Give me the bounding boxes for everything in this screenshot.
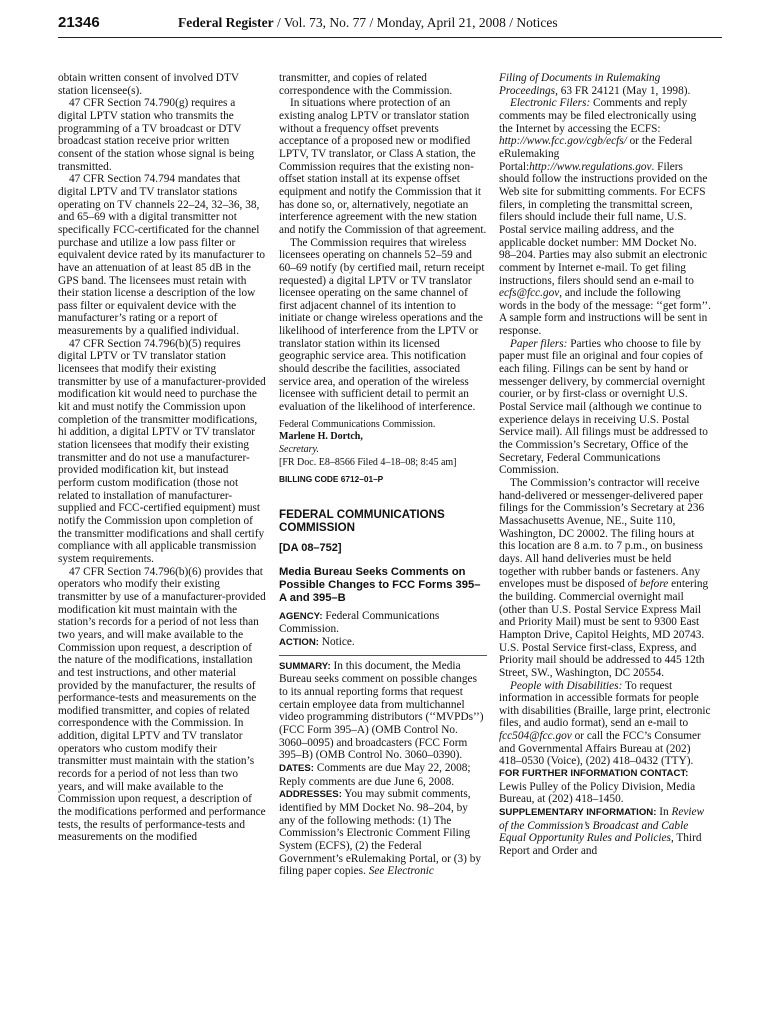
regulations-link[interactable]: http://www.regulations.gov — [529, 160, 652, 173]
text: , and include the following words in the body of the message: ‘‘get form’’. A sample form and instructions will be sent in response. — [499, 287, 711, 338]
agency-text: Federal Communications Commission. — [279, 609, 440, 636]
summary-text: In this document, the Media Bureau seeks comment on possible changes to its annual reporting forms that request certain employee data from multichannel video programming distributors (‘‘MVPDs’’) (FCC Form 395–A) (OMB Control No. 3060–0095) and broadcasters (FCC Form 395–B) (OMB Control No. 3060–0390). — [279, 659, 484, 762]
paper-filers-label: Paper filers: — [510, 337, 568, 350]
disabilities-paragraph — [499, 680, 711, 769]
paragraph: The Commission requires that wireless licensees operating on channels 52–59 and 60–69 notify (by certified mail, return receipt requested) a digital LPTV or TV translator licensee operating on the same channel of first adjacent channel of its intention to initiate or change wireless operations and the likelihood of interference from the LPTV or translator station within its licensed geographic service area. This notification should describe the facilities, associated service area, and operation of the wireless licensee with sufficient detail to permit an evaluation of the likelihood of interference. — [279, 236, 485, 414]
agency-line — [279, 610, 487, 636]
signature-org: Federal Communications Commission. — [279, 418, 436, 430]
paragraph: obtain written consent of involved DTV station licensee(s). — [58, 72, 239, 97]
running-head — [178, 11, 558, 35]
electronic-filers-label: Electronic Filers: — [510, 97, 591, 110]
dates-label: DATES: — [279, 763, 314, 775]
summary — [279, 660, 487, 762]
dates — [279, 762, 487, 788]
italic-ref: Review of the Commission’s Broadcast and Cable Equal Opportunity Rules and Policies — [499, 806, 705, 845]
publication-name: Federal Register — [178, 15, 274, 30]
ecfs-email-link[interactable]: ecfs@fcc.gov — [499, 287, 560, 300]
paragraph: 47 CFR Section 74.796(b)(5) requires digital LPTV or TV translator station licensees that modify their existing transmitter by use of a manufacturer-provided modification kit would need to purchase the kit and must notify the Commission upon completion of the transmitter modifications, hi addition, a digital LPTV or TV translator station licensees that modify their existing transmitter and do not use a manufacturer-provided modification kit, but instead perform custom modification (those not related to installation of manufacturer-supplied and FCC-certified equipment) must notify the Commission upon completion of the transmitter modifications and shall certify compliance with all applicable transmission system requirements. — [58, 337, 266, 565]
italic-ref: Filing of Documents in Rulemaking Proceedings — [499, 72, 661, 97]
addresses-italic: See Electronic — [365, 865, 434, 878]
paragraph: 47 CFR Section 74.790(g) requires a digital LPTV station who transmits the programming of a TV broadcast or DTV broadcast station receive prior written consent of the station whose signal is being transmitted. — [58, 97, 255, 173]
paragraph: In situations where protection of an existing analog LPTV or translator station without a frequency offset prevents acceptance of a proposed new or modified LPTV, TV translator, or Class A station, the Commission requires that the existing non-offset station install at its expense offset equipment and notify the Commission that it has done so, or, alternatively, negotiate an interference agreement with the new station and notify the Commission of that agreement. — [279, 97, 487, 236]
signer-name: Marlene H. Dortch, — [279, 431, 363, 443]
addresses-label: ADDRESSES: — [279, 789, 342, 801]
electronic-filers — [499, 97, 711, 337]
text: , 63 FR 24121 (May 1, 1998). — [555, 84, 691, 97]
text: . Filers should follow the instructions provided on the Web site for submitting comments. For ECFS filers, in completing the transmittal screen, filers should include their full name, U.S. Postal service mailing address, and the applicable docket number: MM Docket No. 98–204. Parties may also submit an electronic comment by Internet e-mail. To get filing instructions, filers should send an e-mail to — [499, 160, 708, 287]
contact-text: Lewis Pulley of the Policy Division, Media Bureau, at (202) 418–1450. — [499, 780, 696, 806]
column-2 — [279, 72, 487, 878]
signer-title: Secretary. — [279, 443, 319, 455]
action-line — [279, 636, 487, 650]
paragraph — [499, 72, 711, 97]
text: In — [656, 806, 672, 819]
action-label: ACTION: — [279, 637, 319, 649]
column-1 — [58, 72, 266, 844]
notice-title: Media Bureau Seeks Comments on Possible Changes to FCC Forms 395–A and 395–B — [279, 566, 481, 604]
paragraph: 47 CFR Section 74.796(b)(6) provides that operators who modify their existing transmitter by use of a manufacturer-provided modification kit must maintain with the station’s records for a period of not less than two years, and will make available to the Commission upon request, a description of the nature of the modifications, installation and test instructions, and other material provided by the manufacturer, the results of performance-tests and measurements on the modified transmitter, and copies of related correspondence with the Commission. In addition, digital LPTV and TV translator operators who custom modify their transmitter must maintain with the station’s records for a period of not less than two years, and will make available to the Commission upon request, a description of the modifications performed and performance tests, the results of performance-tests and measurements on the modified — [58, 565, 266, 844]
text: , Third Report and Order and — [499, 832, 702, 858]
text: The Commission’s contractor will receive hand-delivered or messenger-delivered paper filings for the Commission’s Secretary at 236 Massachusetts Avenue, NE., Suite 110, Washington, DC 20002. The filing hours at this location are 8 a.m. to 7 p.m., on business days. All hand deliveries must be held together with rubber bands or fasteners. Any envelopes must be disposed of — [499, 477, 705, 591]
disabilities-label: People with Disabilities: — [510, 679, 623, 692]
paragraph: 47 CFR Section 74.794 mandates that digital LPTV and TV translator stations operating on TV channels 22–24, 32–36, 38, and 65–69 with a digital transmitter not specifically FCC-certificated for the channel purchase and utilize a low pass filter or equivalent device rated by its manufacturer to have an attenuation of at least 85 dB in the GPS band. The licensees must retain with their station license a description of the low pass filter or equivalent device with the manufacturer’s rating or a report of measurements by a qualified individual. — [58, 173, 266, 338]
docket-number: [DA 08–752] — [279, 541, 342, 554]
text: or the Federal eRulemaking Portal: — [499, 135, 693, 173]
contractor-paragraph — [499, 477, 711, 680]
text: entering the building. Commercial overnight mail (other than U.S. Postal Service Express Mail and Priority Mail) must be sent to 9300 East Hampton Drive, Capitol Heights, MD 20743. U.S. Postal Service first-class, Express, and Priority mail should be addressed to 445 12th Street, SW., Washington, DC 20554. — [499, 578, 709, 679]
text: Parties who choose to file by paper must file an original and four copies of each filing. Filings can be sent by hand or messenger delivery, by commercial overnight courier, or by first-class or overnight U.S. Postal Service mail (although we continue to experience delays in receiving U.S. Postal Service mail). All filings must be addressed to the Commission’s Secretary, Office of the Secretary, Federal Communications Commission. — [499, 337, 708, 477]
billing-code: BILLING CODE 6712–01–P — [279, 474, 384, 485]
summary-label: SUMMARY: — [279, 660, 331, 672]
section-divider — [279, 655, 487, 656]
paper-filers — [499, 338, 711, 477]
fcc504-email-link[interactable]: fcc504@fcc.gov — [499, 730, 572, 743]
issue-details: / Vol. 73, No. 77 / Monday, April 21, 2008 / Notices — [273, 15, 558, 30]
contact-label: FOR FURTHER INFORMATION CONTACT: — [499, 768, 689, 780]
page-header — [58, 11, 722, 38]
text: or call the FCC’s Consumer and Governmental Affairs Bureau at (202) 418–0530 (Voice), (202) 418–0432 (TTY). — [499, 730, 701, 768]
column-3 — [499, 72, 711, 858]
italic-before: before — [639, 578, 669, 591]
text: Comments and reply comments may be filed electronically using the Internet by accessing the ECFS: — [499, 97, 697, 135]
page-number: 21346 — [58, 14, 100, 31]
paragraph: transmitter, and copies of related correspondence with the Commission. — [279, 72, 453, 97]
supplementary-label: SUPPLEMENTARY INFORMATION: — [499, 807, 657, 819]
ecfs-link[interactable]: http://www.fcc.gov/cgb/ecfs/ — [499, 135, 627, 148]
agency-label: AGENCY: — [279, 610, 323, 622]
agency-heading: FEDERAL COMMUNICATIONS COMMISSION — [279, 507, 445, 534]
addresses-text: You may submit comments, identified by MM Docket No. 98–204, by any of the following methods: (1) The Commission’s Electronic Comment Filing System (ECFS), (2) the Federal Government’s eRulemaking Portal, or (3) by filing paper copies. — [279, 788, 482, 878]
action-text: Notice. — [318, 636, 355, 649]
supplementary — [499, 806, 711, 858]
dates-text: Comments are due May 22, 2008; Reply comments are due June 6, 2008. — [279, 762, 471, 788]
text: To request information in accessible formats for people with disabilities (Braille, large print, electronic files, and audio format), send an e-mail to — [499, 679, 711, 730]
fr-doc-line: [FR Doc. E8–8566 Filed 4–18–08; 8:45 am] — [279, 456, 457, 468]
addresses — [279, 788, 487, 878]
